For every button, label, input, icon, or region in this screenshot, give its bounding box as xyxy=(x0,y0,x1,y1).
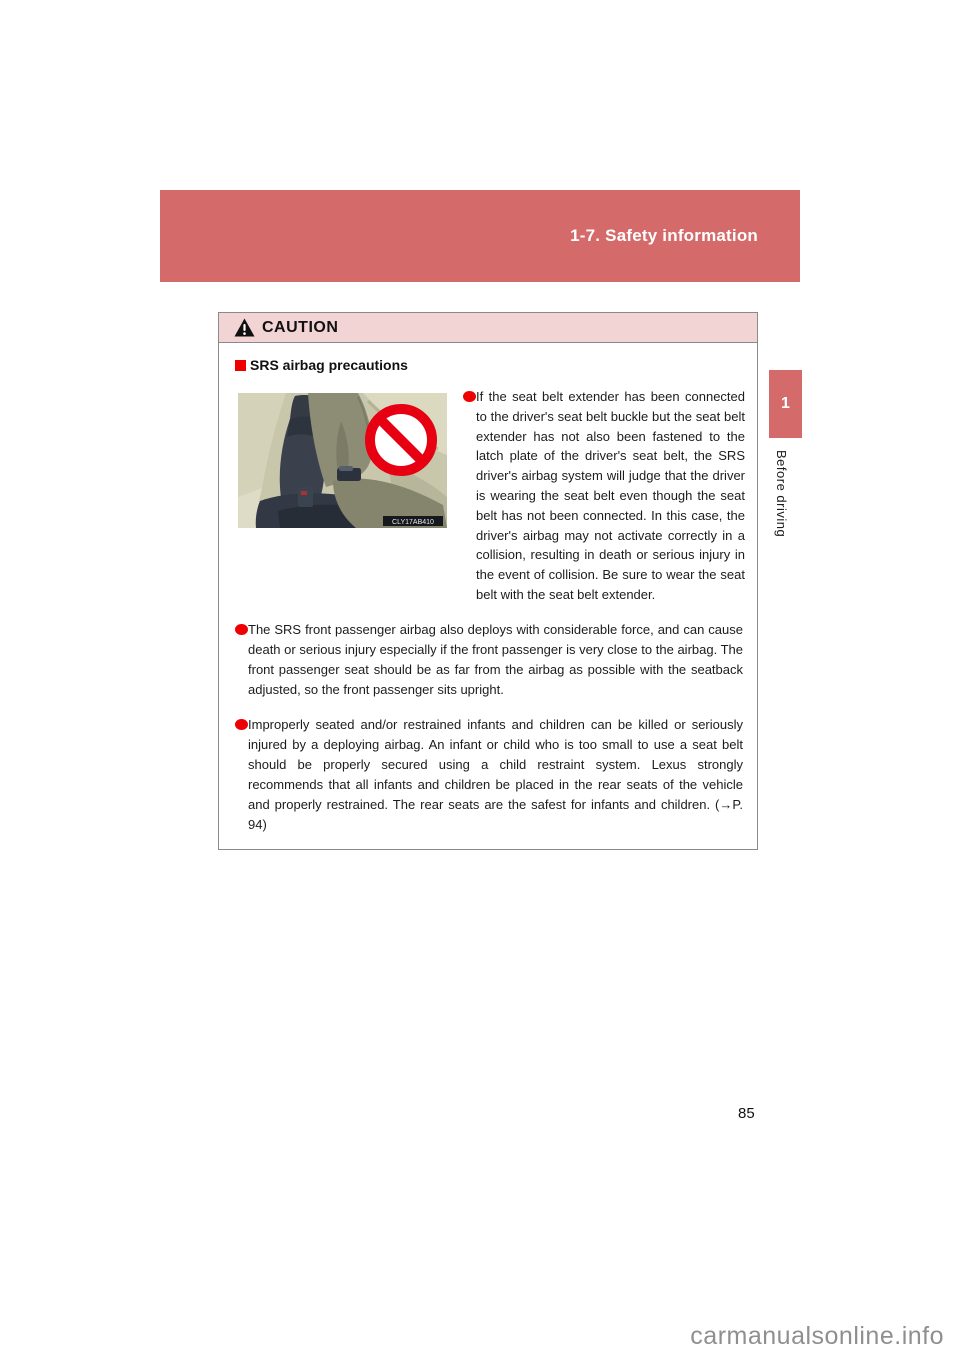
bullet-dot-icon xyxy=(235,719,248,730)
warning-triangle-icon xyxy=(234,318,255,337)
caution-title: CAUTION xyxy=(262,318,339,336)
bullet-column xyxy=(463,387,745,605)
figure-illustration xyxy=(238,393,447,528)
section-header-band xyxy=(160,190,800,282)
page-number: 85 xyxy=(738,1105,755,1122)
chapter-tab xyxy=(769,370,802,438)
bullet-item xyxy=(235,620,745,700)
figure-code-label: CLY17AB410 xyxy=(392,519,434,526)
bullet-dot-icon xyxy=(463,391,476,402)
figure-and-text-row xyxy=(235,387,745,605)
red-square-bullet-icon xyxy=(235,360,246,371)
caution-box xyxy=(218,312,758,850)
chapter-number: 1 xyxy=(781,395,790,412)
bullet-item xyxy=(235,715,745,835)
seat-belt-extender-figure xyxy=(238,393,447,528)
srs-section-title: SRS airbag precautions xyxy=(250,357,408,373)
caution-body xyxy=(219,343,757,849)
bullet-text-passenger-airbag: The SRS front passenger airbag also deploys with considerable force, and can cause death or serious injury especially if the front passenger is very close to the airbag. The front passenger seat should be as far from the airbag as possible with the seatback adjusted, so the front passenger sits upright. xyxy=(248,621,743,697)
bullet-dot-icon xyxy=(235,624,248,635)
caution-header xyxy=(219,313,757,343)
srs-section-heading xyxy=(235,357,745,373)
section-title: 1-7. Safety information xyxy=(570,226,758,245)
bullet-text-extender: If the seat belt extender has been connected to the driver's seat belt buckle but the seat belt extender has not also been fastened to the latch plate of the driver's seat belt, the SRS driver's airbag system will judge that the driver is wearing the seat belt even though the seat belt has not been connected. In this case, the driver's airbag may not activate correctly in a collision, resulting in death or serious injury in the event of collision. Be sure to wear the seat belt with the seat belt extender. xyxy=(476,389,745,602)
bullet-item xyxy=(463,387,745,605)
watermark-text: carmanualsonline.info xyxy=(690,1322,944,1350)
bullet-text-children: Improperly seated and/or restrained infants and children can be killed or seriously injured by a deploying airbag. An infant or child who is too small to use a seat belt should be properly secured using a child restraint system. Lexus strongly recommends that all infants and children be placed in the rear seats of the vehicle and properly restrained. The rear seats are the safest for infants and children. (→P. 94) xyxy=(248,716,743,832)
chapter-label-vertical: Before driving xyxy=(774,450,789,538)
